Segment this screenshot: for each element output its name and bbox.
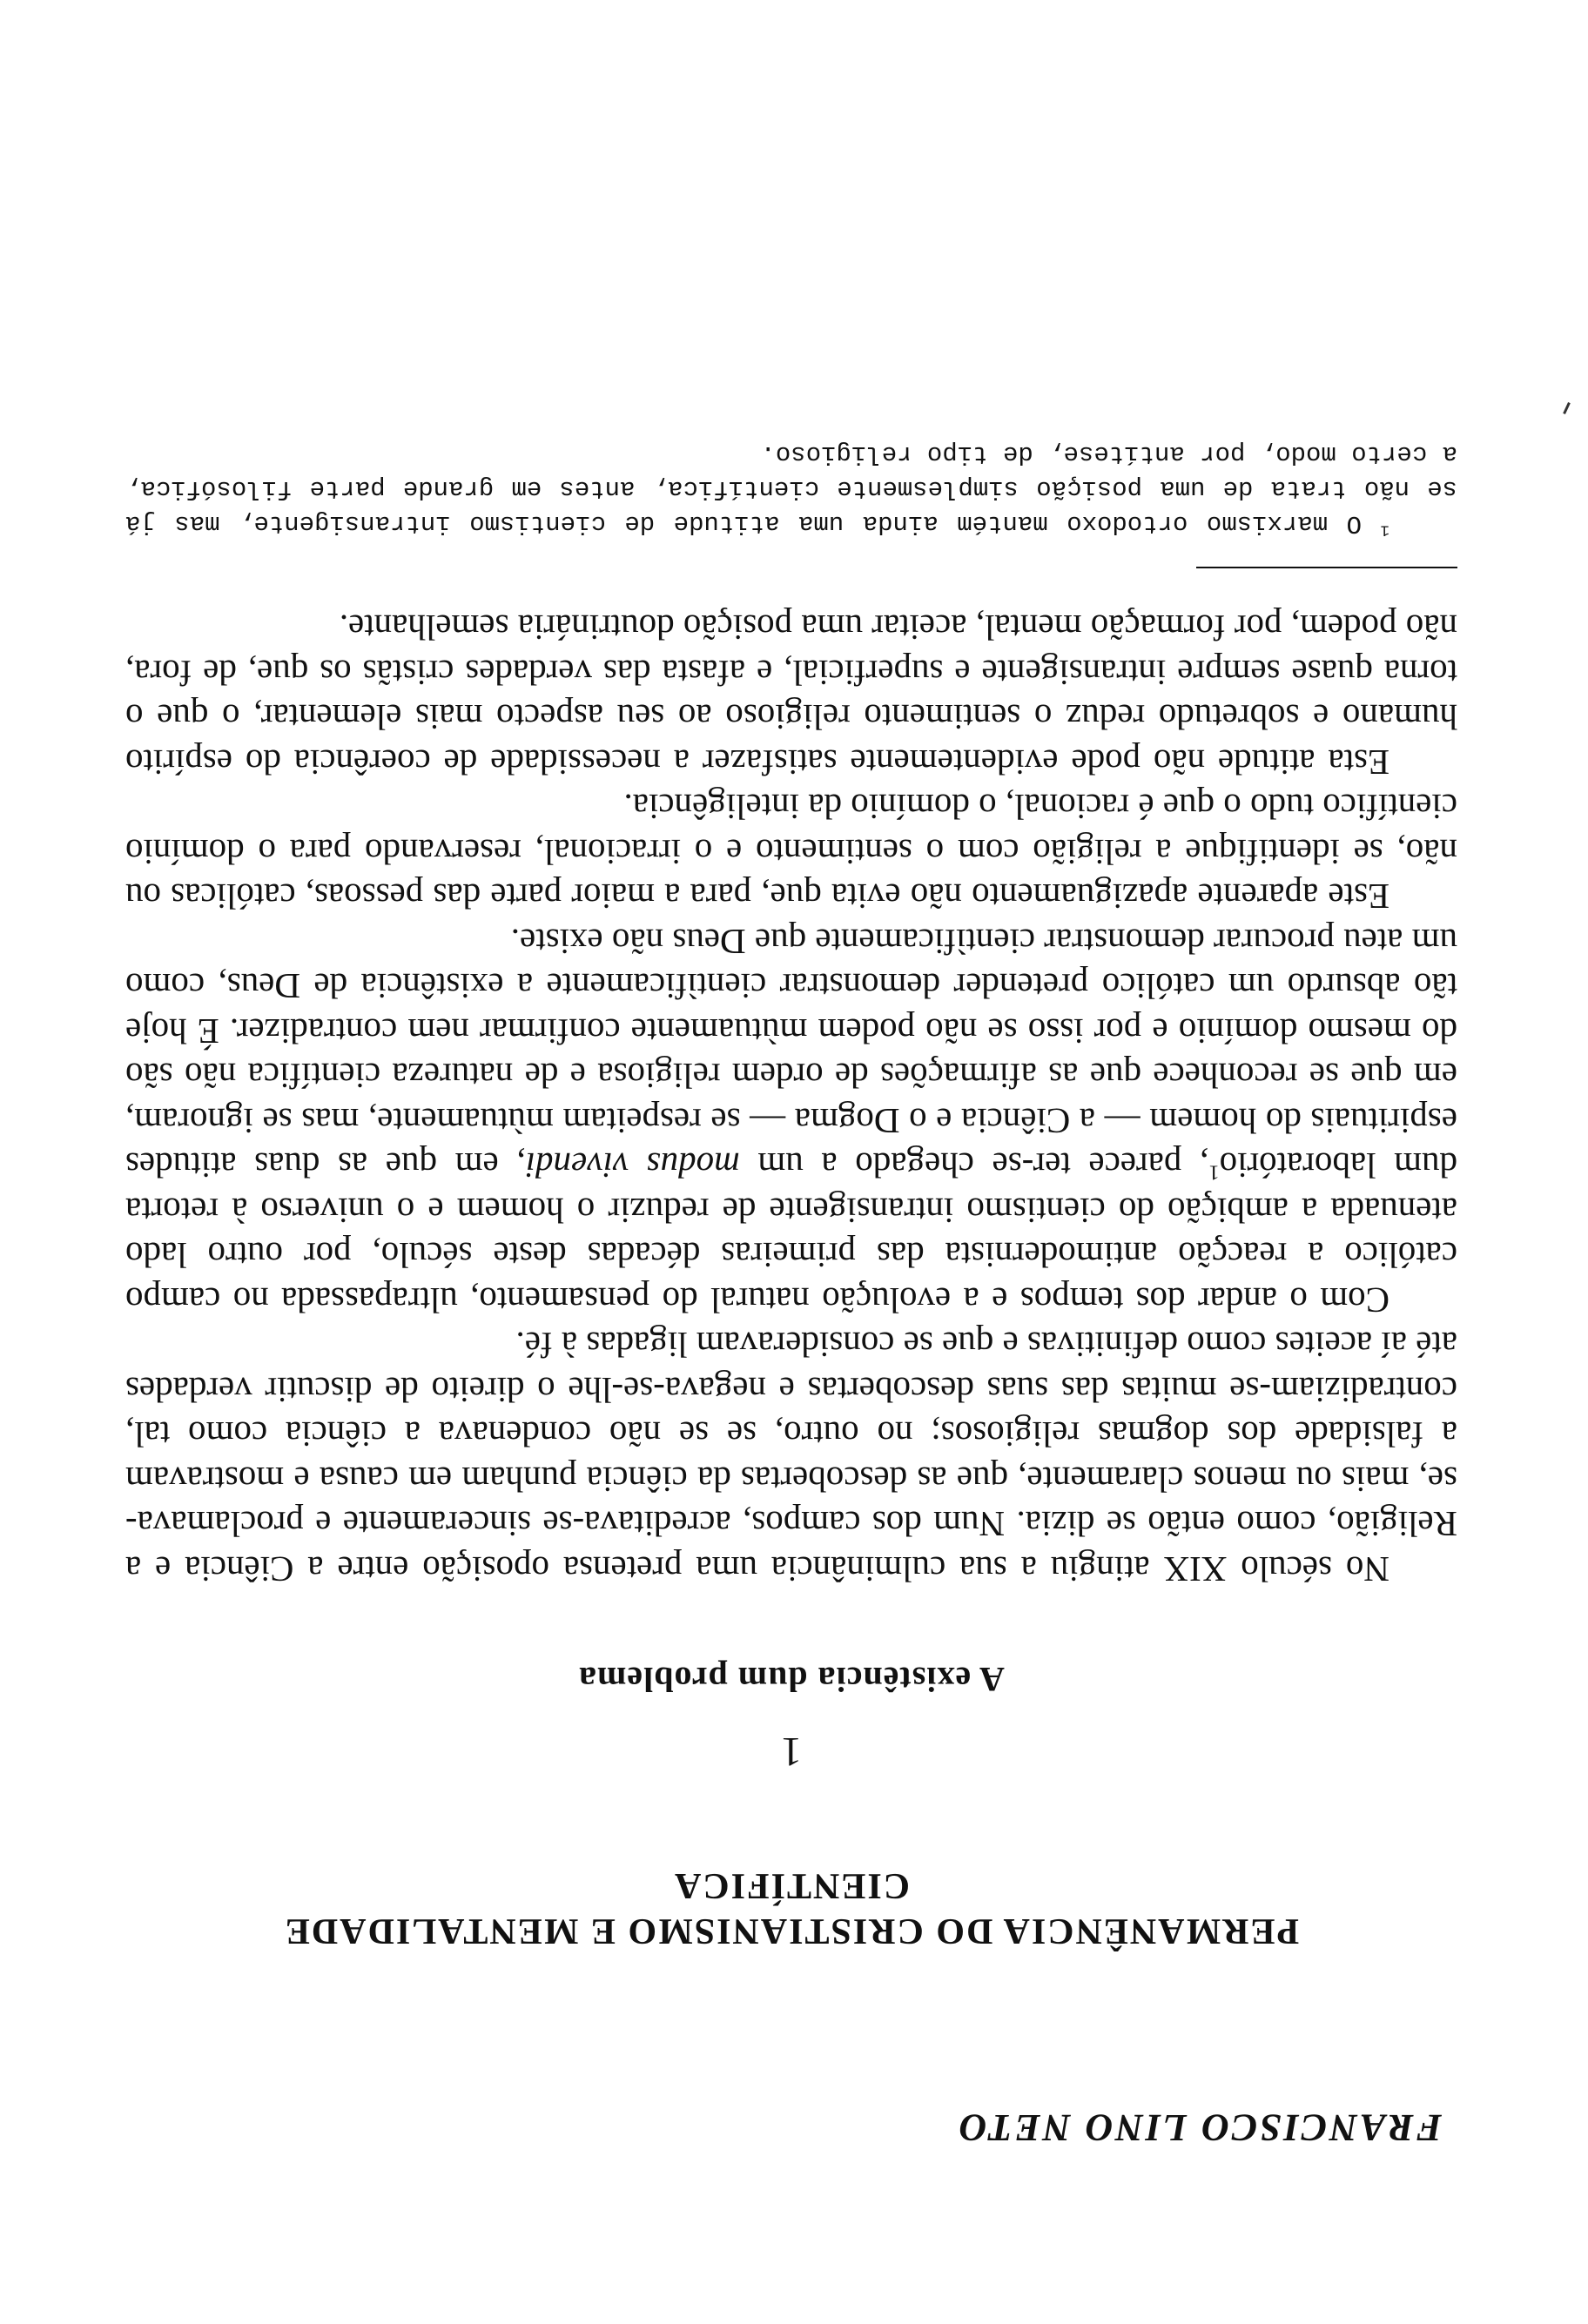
- page-content: [125, 436, 1457, 2150]
- chapter-number: 1: [781, 1729, 802, 1775]
- paragraph-2: [125, 919, 1457, 1323]
- author-header: FRANCISCO LINO NETO: [956, 2106, 1442, 2149]
- footnote-divider: [1196, 567, 1457, 568]
- main-title-line-2: CIENTÍFICA: [672, 1865, 911, 1905]
- footnote-marker: 1: [1380, 521, 1390, 538]
- footnote-text: O marxismo ortodoxo mantém ainda uma atitude de cientismo intransigente, mas já se não trata de uma posição simplesmente científica, antes em grande parte filosófica, a certo modo, por antítese, de tipo religioso.: [125, 440, 1457, 538]
- main-title-line-1: PERMANÊNCIA DO CRISTIANISMO E MENTALIDADE: [283, 1911, 1300, 1951]
- paragraph-3: Este aparente apaziguamento não evita que, para a maior parte das pessoas, católicas ou não, se identifique a religião com o sentimento e o irracional, reservando para o domínio científico tudo o que é racional, o domínio da inteligência.: [125, 787, 1457, 917]
- paragraph-2-text-c: , em que as duas atitudes espirituais do homem — a Ciência e o Dogma — se respeitam mùtuamente, mas se ignoram, em que se reconhece que as afirmações de ordem religiosa e de natureza científica não são do mesmo domínio e por isso se não podem mùtuamente confirmar nem contradizer. É hoje tão absurdo um católico pretender demonstrar cientìficamente a existência de Deus, como um ateu procurar demonstrar cientìficamente que Deus não existe.: [125, 922, 1457, 1186]
- paragraph-4: Esta atitude não pode evidentemente satisfazer a necessidade de coerência do espírito humano e sobretudo reduz o sentimento religioso ao seu aspecto mais elementar, o que o torna quase sempre intransigente e superficial, e afasta das verdades cristãs os que, de fora, não podem, por formação mental, aceitar uma posição doutrinária semelhante.: [125, 608, 1457, 783]
- paragraph-2-text-b: , parece ter-se chegado a um: [739, 1145, 1209, 1186]
- paragraph-1: No século XIX atingiu a sua culminância uma pretensa oposição entre a Ciência e a Religião, como então se dizia. Num dos campos, acreditava-se sinceramente e proclamava-se, mais ou menos claramente, que as descobertas da ciência punham em causa e mostravam a falsidade dos dogmas religiosos; no outro, se se não condenava a ciência como tal, contradiziam-se muitas das suas descobertas e negava-se-lhe o direito de discutir verdades até aí aceites como definitivas e que se consideravam ligadas à fé.: [125, 1325, 1457, 1589]
- paragraph-2-italic-phrase: modus vivendi: [525, 1145, 740, 1186]
- chapter-title: A existência dum problema: [578, 1660, 1005, 1699]
- body-text: [125, 605, 1457, 1591]
- footnote: [125, 436, 1457, 541]
- main-title: [125, 1863, 1457, 1953]
- footnote-reference: 1: [1208, 1161, 1220, 1186]
- paragraph-2-text-a: Com o andar dos tempos e a evolução natural do pensamento, ultrapassada no campo católico a reacção antimodernista das primeiras décadas deste século, por outro lado atenuada a ambição do cientismo intransigente de reduzir o homem e o universo à retorta dum laboratório: [125, 1145, 1457, 1320]
